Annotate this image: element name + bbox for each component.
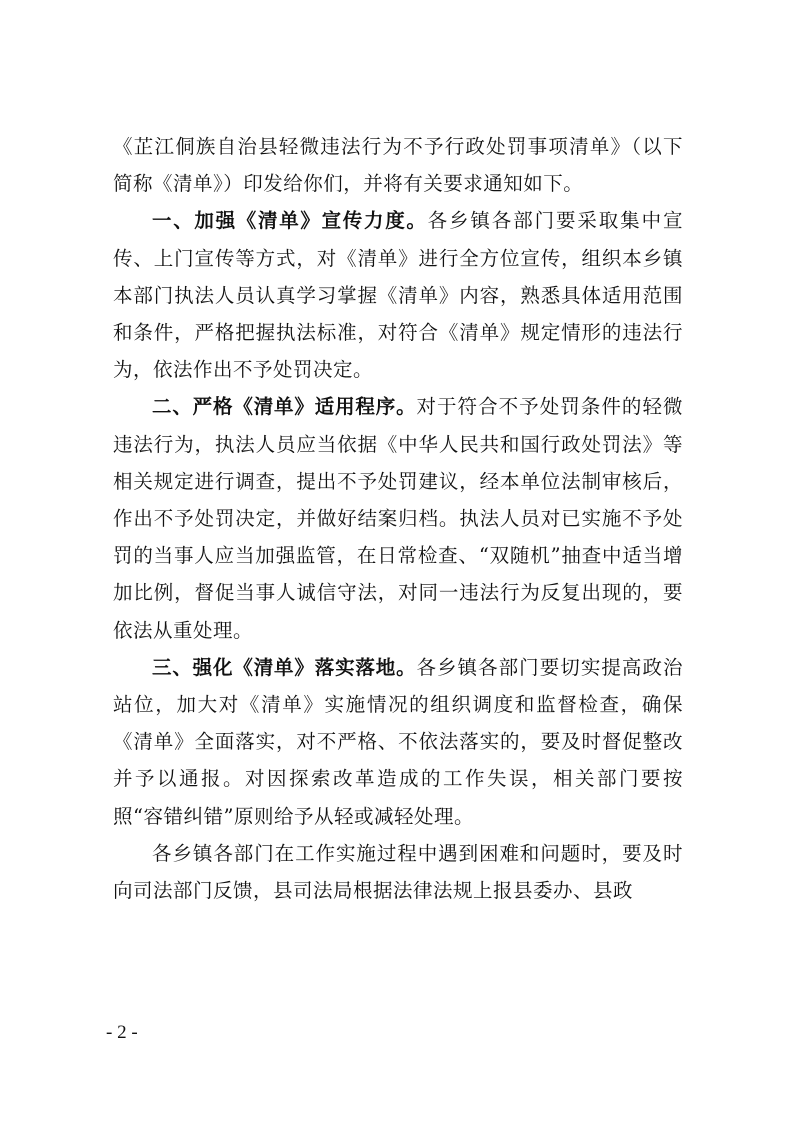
page-number: - 2 - [106,1022,138,1043]
section-3-body: 各乡镇各部门要切实提高政治站位，加大对《清单》实施情况的组织调度和监督检查，确保《清单》全面落实，对不严格、不依法落实的，要及时督促整改并予以通报。对因探索改革造成的工作失误，相关部门要按照“容错纠错”原则给予从轻或减轻处理。 [113,655,683,828]
section-1-heading: 一、加强《清单》宣传力度。 [152,209,428,233]
section-2-heading: 二、严格《清单》适用程序。 [152,395,417,419]
section-2-body: 对于符合不予处罚条件的轻微违法行为，执法人员应当依据《中华人民共和国行政处罚法》等相关规定进行调查，提出不予处罚建议，经本单位法制审核后，作出不予处罚决定，并做好结案归档。执法人员对已实施不予处罚的当事人应当加强监管，在日常检查、“双随机”抽查中适当增加比例，督促当事人诚信守法，对同一违法行为反复出现的，要依法从重处理。 [113,395,683,642]
intro-paragraph: 《芷江侗族自治县轻微违法行为不予行政处罚事项清单》（以下简称《清单》）印发给你们，并将有关要求通知如下。 [113,135,683,196]
section-2-paragraph [113,388,683,648]
document-body [113,128,683,909]
closing-paragraph: 各乡镇各部门在工作实施过程中遇到困难和问题时，要及时向司法部门反馈，县司法局根据法律法规上报县委办、县政 [113,841,683,903]
section-1-body: 各乡镇各部门要采取集中宣传、上门宣传等方式，对《清单》进行全方位宣传，组织本乡镇本部门执法人员认真学习掌握《清单》内容，熟悉具体适用范围和条件，严格把握执法标准，对符合《清单》规定情形的违法行为，依法作出不予处罚决定。 [113,209,683,382]
section-1-paragraph [113,202,683,388]
section-3-heading: 三、强化《清单》落实落地。 [152,655,417,679]
section-3-paragraph [113,649,683,835]
